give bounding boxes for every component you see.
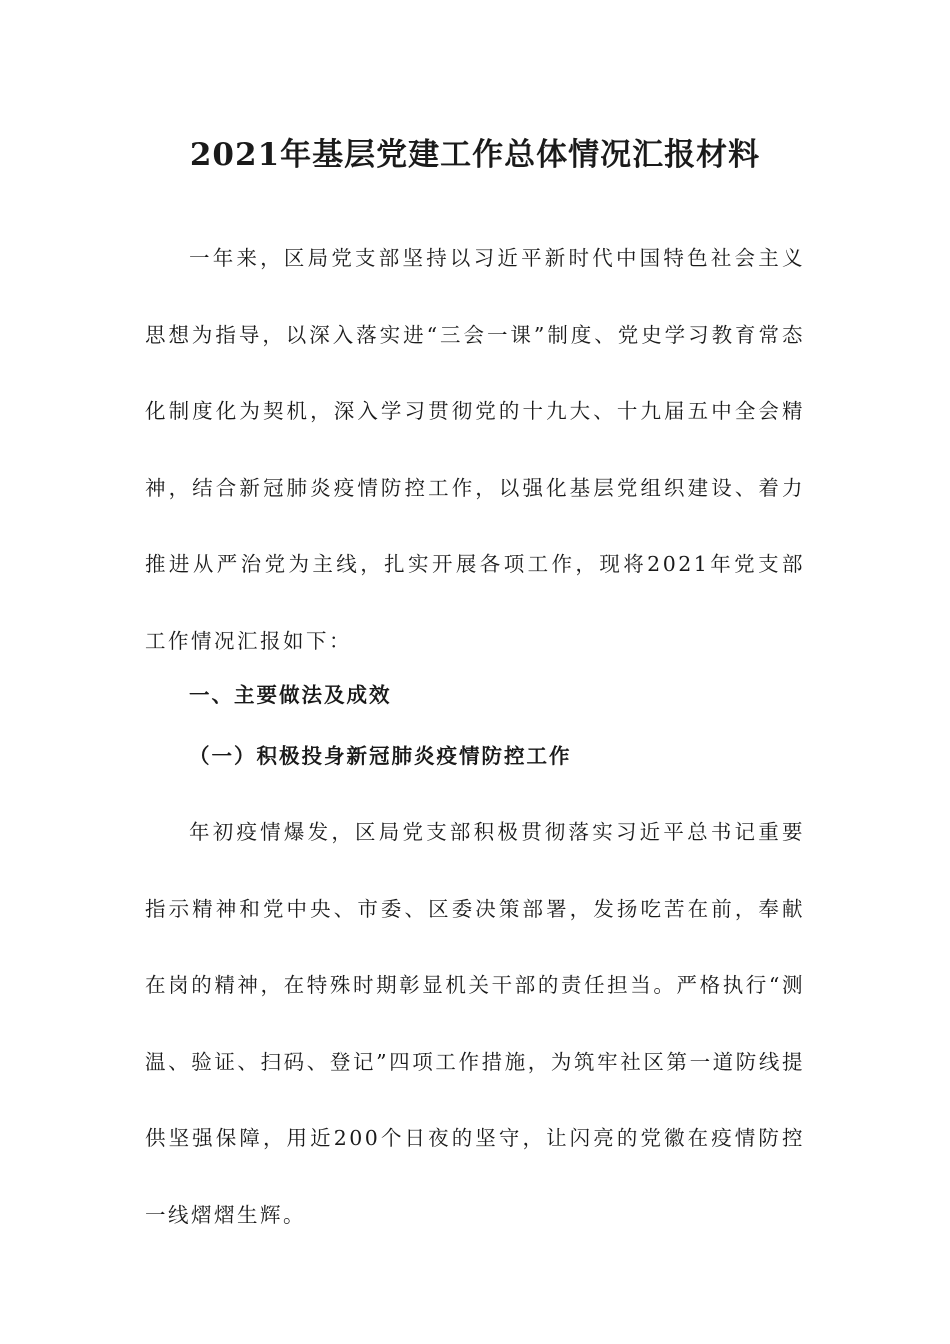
document-title: 2021年基层党建工作总体情况汇报材料 [189,137,761,173]
intro-paragraph: 一年来，区局党支部坚持以习近平新时代中国特色社会主义思想为指导，以深入落实进“三会一课”制度、党史学习教育常态化制度化为契机，深入学习贯彻党的十九大、十九届五中全会精神，结合新冠肺炎疫情防控工作，以强化基层党组织建设、着力推进从严治党为主线，扎实开展各项工作，现将2021年党支部工作情况汇报如下： [145,246,805,653]
section-heading: 一、主要做法及成效 [189,683,392,707]
subsection-heading: （一）积极投身新冠肺炎疫情防控工作 [189,744,572,768]
body-paragraph: 年初疫情爆发，区局党支部积极贯彻落实习近平总书记重要指示精神和党中央、市委、区委决策部署，发扬吃苦在前，奉献在岗的精神，在特殊时期彰显机关干部的责任担当。严格执行“测温、验证、扫码、登记”四项工作措施，为筑牢社区第一道防线提供坚强保障，用近200个日夜的坚守，让闪亮的党徽在疫情防控一线熠熠生辉。 [145,820,805,1227]
